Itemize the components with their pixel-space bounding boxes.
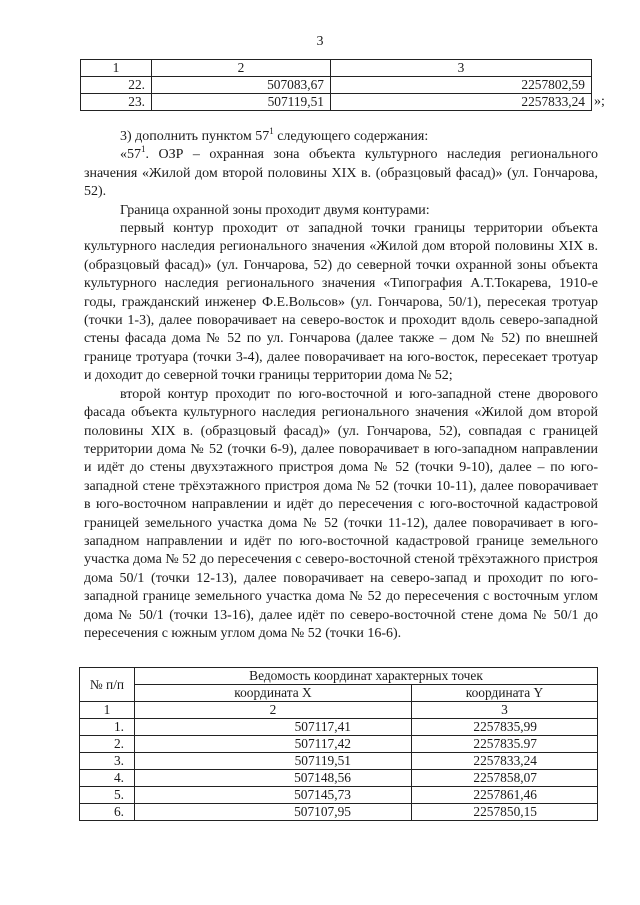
coordinate-y: 2257833,24 — [412, 753, 598, 770]
point-number: 3. — [80, 753, 135, 770]
table-title: Ведомость координат характерных точек — [135, 668, 598, 685]
coordinate-y: 2257861,46 — [412, 787, 598, 804]
column-index-2: 2 — [135, 702, 412, 719]
point-number: 23. — [81, 94, 152, 111]
closing-quote: »; — [594, 94, 605, 109]
table-index-row — [80, 702, 598, 719]
coordinate-y: 2257858,07 — [412, 770, 598, 787]
coordinate-y: 2257802,59 — [331, 77, 592, 94]
point-number: 2. — [80, 736, 135, 753]
table-row — [80, 804, 598, 821]
paragraph-zone-definition: «$57^1$. ОЗР – охранная зона объекта культурного наследия регионального значения «Жилой дом второй половины XIX в. (образцовый фасад)» (ул. Гончарова, 52). — [84, 144, 598, 200]
column-header-number: № п/п — [80, 668, 135, 702]
column-index-2: 2 — [152, 60, 331, 77]
page-number: 3 — [316, 34, 324, 49]
table-row — [80, 753, 598, 770]
point-number: 4. — [80, 770, 135, 787]
table-title-row — [80, 668, 598, 685]
coordinate-y: 2257850,15 — [412, 804, 598, 821]
coordinate-x: 507107,95 — [135, 804, 412, 821]
table-row — [80, 736, 598, 753]
table-header-row — [80, 685, 598, 702]
coordinates-table — [79, 667, 598, 821]
point-number: 1. — [80, 719, 135, 736]
table-row — [80, 787, 598, 804]
coordinate-y: 2257833,24 — [331, 94, 592, 111]
point-number: 5. — [80, 787, 135, 804]
column-header-y: координата Y — [412, 685, 598, 702]
paragraph-amendment: 3) дополнить пунктом $57^1$ следующего содержания: — [120, 126, 429, 144]
table-row — [81, 77, 592, 94]
table-row — [80, 770, 598, 787]
point-number: 22. — [81, 77, 152, 94]
point-number: 6. — [80, 804, 135, 821]
document-body — [84, 128, 598, 643]
paragraph-second-contour: второй контур проходит по юго-восточной и юго-западной стене дворового фасада объекта культурного наследия регионального значения «Жилой дом второй половины XIX в. (образцовый фасад)» (ул. Гончарова, 52), совпадая с границей территории дома № 52 (точки 6-9), далее поворачивает в юго-западном направлении и идёт до стены двухэтажного пристроя дома № 52 (точки 9-10), далее – по юго-западной стене трёхэтажного пристроя дома № 52 (точки 10-11), далее поворачивает в юго-восточном направлении и идёт до пересечения с юго-восточной кадастровой границей земельного участка дома № 52 (точки 11-12), далее поворачивает в юго-западном направлении и идёт по юго-восточной кадастровой границе земельного участка дома № 52 до пересечения с северо-восточной стеной трёхэтажного пристроя дома 50/1 (точки 12-13), далее поворачивает на северо-запад и проходит по юго-западной границе земельного участка дома № 52 до пересечения с восточным углом дома № 50/1 (точки 13-16), далее идёт по северо-восточной стене дома № 50/1 до пересечения с южным углом дома № 52 (точки 16-6). — [84, 386, 598, 641]
coordinate-y: 2257835.97 — [412, 736, 598, 753]
paragraph-first-contour: первый контур проходит от западной точки границы территории объекта культурного наследия регионального значения «Жилой дом второй половины XIX в. (образцовый фасад)» (ул. Гончарова, 52) до северной точки охранной зоны объекта культурного наследия регионального значения «Типография А.Т.Токарева, 1910-е годы, гражданский инженер Ф.Е.Вольсов» (ул. Гончарова, 50/1), пересекая тротуар (точки 1-3), далее поворачивает на северо-восток и проходит вдоль северо-западной стены фасада дома № 52 по ул. Гончарова (далее также – дом № 52) по внешней границе тротуара (точки 3-4), далее поворачивает на юго-восток, пересекает тротуар и доходит до северной точки границы территории дома № 52; — [84, 221, 598, 384]
coordinate-x: 507148,56 — [135, 770, 412, 787]
coordinate-x: 507145,73 — [135, 787, 412, 804]
coordinates-table-continued — [80, 59, 592, 111]
coordinate-x: 507117,42 — [135, 736, 412, 753]
table-row — [81, 94, 592, 111]
table-header-row — [81, 60, 592, 77]
coordinate-y: 2257835,99 — [412, 719, 598, 736]
coordinate-x: 507117,41 — [135, 719, 412, 736]
paragraph-contours-intro: Граница охранной зоны проходит двумя контурами: — [120, 202, 430, 218]
column-header-x: координата X — [135, 685, 412, 702]
column-index-1: 1 — [80, 702, 135, 719]
table-row — [80, 719, 598, 736]
coordinate-x: 507119,51 — [135, 753, 412, 770]
column-index-1: 1 — [81, 60, 152, 77]
column-index-3: 3 — [412, 702, 598, 719]
column-index-3: 3 — [331, 60, 592, 77]
coordinate-x: 507119,51 — [152, 94, 331, 111]
coordinate-x: 507083,67 — [152, 77, 331, 94]
